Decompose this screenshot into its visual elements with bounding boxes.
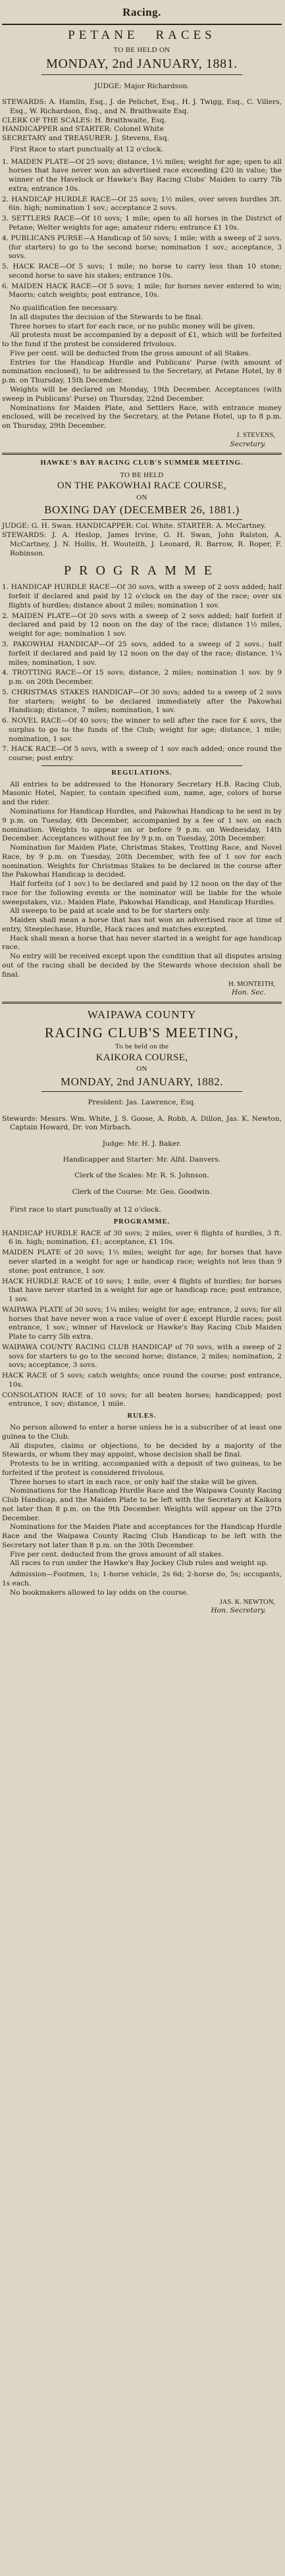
hawkes-bay-course: ON THE PAKOWHAI RACE COURSE, xyxy=(57,480,227,492)
waipawa-race: WAIPAWA PLATE of 30 sovs; 1¼ miles; weight for age; entrance, 2 sovs; for all horses that have never won a race value of over £ except Hurdle races; post entrance, 1 sov.; winner of Havelock or Hawke's Bay Racing Club Maiden Plate to carry 5lb extra. xyxy=(2,1305,282,1341)
waipawa-rule: No person allowed to enter a horse unless he is a subscriber of at least one guinea to the Club. xyxy=(2,1424,282,1441)
waipawa-signature-title: Hon. Secretary. xyxy=(211,1607,266,1615)
petane-start-time: First Race to start punctually at 12 o'clock. xyxy=(10,145,164,153)
petane-secretary-line: SECRETARY and TREASURER: J. Stevens, Esq. xyxy=(2,134,169,143)
hawkes-bay-advertisement xyxy=(2,459,282,998)
waipawa-rule: All races to run under the Hawke's Bay Jockey Club rules and weight up. xyxy=(10,1559,269,1568)
petane-signature-title: Secretary. xyxy=(230,440,266,448)
hawkes-bay-signature: H. MONTEITH, xyxy=(228,980,275,988)
petane-rule: Nominations for Maiden Plate, and Settlers Race, with entrance money enclosed, will be received by the Secretary, at the Petane Hotel, up to 8 p.m. on Thursday, 29th December. xyxy=(2,403,282,430)
waipawa-rule: Five per cent. deducted from the gross amount of all stakes. xyxy=(10,1550,224,1558)
waipawa-course: KAIKORA COURSE, xyxy=(95,1052,188,1063)
waipawa-race: MAIDEN PLATE of 20 sovs; 1½ miles; weight for age; for horses that have never started in a weight for age or handicap race; weights not less than 9 stone; post entrance, 1 sov. xyxy=(2,1249,282,1275)
petane-race: 2. HANDICAP HURDLE RACE—Of 25 sovs; 1½ miles, over seven hurdles 3ft. 6in. high; nomination 1 sov.; acceptance 2 sovs. xyxy=(2,195,282,213)
hawkes-bay-race: 3. PAKOWHAI HANDICAP—Of 25 sovs, added to a sweep of 2 sovs.; half forfeit if declared and paid by 12 noon on the day of the race; distance, 1¼ miles; nomination, 1 sov. xyxy=(2,640,282,667)
petane-rule: Five per cent. will be deducted from the gross amount of all Stakes. xyxy=(10,349,251,357)
waipawa-rule: Nominations for the Maiden Plate and acceptances for the Handicap Hurdle Race and the Waipawa County Racing Club Handicap to be left with the Secretary not later than 8 p.m. on the 30th December. xyxy=(2,1523,282,1549)
hawkes-bay-regulation: Nomination for Maiden Plate, Christmas Stakes, Trotting Race, and Novel Race, by 9 p.m. on Tuesday, 20th December, with fee of 1 sov for each nomination. Weights for Christmas Stakes to be declared in the course after the Pakowhai Handicap is decided. xyxy=(2,844,282,879)
waipawa-handicapper: Handicapper and Starter: Mr. Alfd. Danvers. xyxy=(63,1156,221,1164)
waipawa-advertisement xyxy=(2,1008,282,1616)
divider xyxy=(2,24,282,25)
waipawa-admission: Admission—Footmen, 1s; 1-horse vehicle, 2s 6d; 2-horse do, 5s; occupants, 1s each. xyxy=(2,1570,282,1588)
petane-rule: All protests must be accompanied by a deposit of £1, which will be forfeited to the fund if the protest be considered frivolous. xyxy=(2,331,282,349)
divider xyxy=(2,453,282,455)
petane-handicapper: HANDICAPPER and STARTER: Colonel White xyxy=(2,125,164,134)
hawkes-bay-regulations-title: REGULATIONS. xyxy=(111,769,172,777)
petane-clerk: CLERK OF THE SCALES: H. Braithwaite, Esq. xyxy=(2,116,167,124)
hawkes-bay-date: BOXING DAY (DECEMBER 26, 1881.) xyxy=(44,503,240,517)
hawkes-bay-regulation: Half forfeits (of 1 sov.) to be declared and paid by 12 noon on the day of the race for the following events or the nominator will be liable for the whole sweepstakes, viz.: Maiden Plate, Pakowhai Handicap, and Handicap Hurdles. xyxy=(2,880,282,906)
waipawa-rule: Nominations for the Handicap Hurdle Race and the Waipawa County Racing Club Handicap, and the Maiden Plate to be left with the Secretary at Kaikora not later than 8 p.m. on the 9th December. Weights will appear on the 27th December. xyxy=(2,1487,282,1522)
hawkes-bay-regulation: All sweeps to be paid at scale and to be for starters only. xyxy=(10,907,211,915)
waipawa-title-2: RACING CLUB'S MEETING, xyxy=(44,1025,240,1041)
hawkes-bay-race: 6. NOVEL RACE—Of 40 sovs; the winner to sell after the race for £ sovs, the surplus to go to the funds of the Club; weight for age; distance, 1 mile; nomination, 1 sov. xyxy=(2,717,282,743)
waipawa-race: HACK HURDLE RACE of 10 sovs; 1 mile, over 4 flights of hurdles; for horses that have never started in a weight for age or handicap race; post entrance, 1 sov. xyxy=(2,1277,282,1304)
waipawa-rule: All disputes, claims or objections, to be decided by a majority of the Stewards, or whom they may appoint, whose decision shall be final. xyxy=(2,1441,282,1459)
hawkes-bay-stewards: STEWARDS: J. A. Heslop, James Irvine, G. H. Swan, John Ralston, A. McCartney, J. N. Hollis, H. Wouteith, J. Leonard, R. Barrow, R. Roper, F. Robinson. xyxy=(2,531,282,557)
waipawa-start-time: First race to start punctually at 12 o'clock. xyxy=(10,1206,161,1214)
petane-race: 1. MAIDEN PLATE—Of 25 sovs; distance, 1½ miles; weight for age; open to all horses that have never won an advertised race exceeding £20 in value; the winner of the Havelock or Hawke's Bay Racing Clubs' Maiden to carry 7lb extra; entrance 10s. xyxy=(2,157,282,193)
petane-date: MONDAY, 2nd JANUARY, 1881. xyxy=(46,57,238,72)
petane-rule: Three horses to start for each race, or no public money will be given. xyxy=(10,322,255,330)
petane-signature: J. STEVENS, xyxy=(236,431,275,439)
waipawa-booths: No bookmakers allowed to lay odds on the course. xyxy=(10,1588,189,1597)
hawkes-bay-race: 5. CHRISTMAS STAKES HANDICAP—Of 30 sovs; added to a sweep of 2 sovs for starters; weight to be declared immediately after the Pakowhai Handicap; distance, 7 miles; nomination, 1 sov. xyxy=(2,688,282,715)
section-title: Racing. xyxy=(122,6,161,18)
waipawa-race: HANDICAP HURDLE RACE of 30 sovs; 2 miles, over 6 flights of hurdles, 3 ft. 6 in. high; nomination, £1; acceptance, £1 10s. xyxy=(2,1229,282,1247)
hawkes-bay-signature-title: Hon. Sec. xyxy=(231,989,266,997)
petane-stewards: STEWARDS: A. Hamlin, Esq., J. de Pelichet, Esq., H. J. Twigg, Esq., C. Villers, Esq., W. Richardson, Esq., and N. Braithwaite Esq. xyxy=(2,98,282,115)
hawkes-bay-held-on: TO BE HELD xyxy=(120,471,164,480)
waipawa-title-1: WAIPAWA COUNTY xyxy=(87,1008,197,1021)
waipawa-president: President: Jas. Lawrence, Esq. xyxy=(88,1098,196,1107)
waipawa-rules-title: RULES. xyxy=(127,1412,157,1420)
hawkes-bay-regulation: Maiden shall mean a horse that has not won an advertised race at time of entry, Steeplechase, Hurdle, Hack races and matches excepted. xyxy=(2,916,282,933)
petane-headline-word-1: PETANE xyxy=(68,28,139,43)
waipawa-judge: Judge: Mr. H. J. Baker. xyxy=(102,1139,182,1148)
waipawa-signature: JAS. K. NEWTON, xyxy=(219,1598,275,1606)
petane-headline xyxy=(2,28,282,44)
petane-advertisement xyxy=(2,28,282,449)
hawkes-bay-programme-title: PROGRAMME xyxy=(64,563,220,579)
hawkes-bay-race: 2. MAIDEN PLATE—Of 20 sovs with a sweep of 2 sovs added; half forfeit if declared and paid by 12 noon on the day of the race; distance 1½ miles, weight for age; nomination 1 sov. xyxy=(2,611,282,638)
petane-headline-word-2: RACES xyxy=(155,28,216,43)
waipawa-held-at: To be held on the xyxy=(115,1043,169,1051)
petane-race: 3. SETTLERS RACE—Of 10 sovs; 1 mile; open to all horses in the District of Petane; Welter weights for age; amateur riders; entrance £1 10s. xyxy=(2,215,282,232)
divider xyxy=(41,1091,242,1092)
petane-rule: Weights will be declared on Monday, 19th December. Acceptances (with sweep in Publicans' Purse) on Thursday, 22nd December. xyxy=(2,386,282,403)
divider xyxy=(41,74,242,75)
waipawa-rule: Three horses to start in each race, or only half the stake will be given. xyxy=(10,1478,259,1486)
petane-rule: Entries for the Handicap Hurdle and Publicans' Purse (with amount of nomination enclosed), to be addressed to the Secretary, at Petane Hotel, by 8 p.m. on Thursday, 15th December. xyxy=(2,358,282,385)
petane-held-on: TO BE HELD ON xyxy=(113,45,170,54)
hawkes-bay-race: 7. HACK RACE—Of 5 sovs, with a sweep of 1 sov each added; once round the course; post entry. xyxy=(2,745,282,763)
waipawa-race: HACK RACE of 5 sovs; catch weights; once round the course; post entrance, 10s. xyxy=(2,1372,282,1389)
hawkes-bay-title: HAWKE'S BAY RACING CLUB'S SUMMER MEETING. xyxy=(40,459,244,467)
petane-rule: No qualification fee necessary. xyxy=(10,304,118,313)
hawkes-bay-on: ON xyxy=(136,493,147,502)
petane-rule: In all disputes the decision of the Stewards to be final. xyxy=(10,313,203,321)
waipawa-race: CONSOLATION RACE of 10 sovs; for all beaten horses; handicapped; post entrance, 1 sov; distance, 1 mile. xyxy=(2,1391,282,1408)
hawkes-bay-regulation: All entries to be addressed to the Honorary Secretary H.B. Racing Club, Masonic Hotel, Napier, to contain specified sum, name, age, colors of horse and the rider. xyxy=(2,780,282,807)
waipawa-rule: Protests to be in writing, accompanied with a deposit of two guineas, to be forfeited if the protest is considered frivolous. xyxy=(2,1460,282,1477)
hawkes-bay-regulation: No entry will be received except upon the condition that all disputes arising out of the racing shall be decided by the Stewards whose decision shall be final. xyxy=(2,952,282,979)
petane-judge: JUDGE: Major Richardson. xyxy=(94,82,190,90)
divider xyxy=(41,765,242,766)
waipawa-on: ON xyxy=(136,1065,147,1073)
divider xyxy=(2,1002,282,1004)
hawkes-bay-race: 1. HANDICAP HURDLE RACE—Of 30 sovs, with a sweep of 2 sovs added; half forfeit if declared and paid by 12 o'clock on the day of the race; over six flights of hurdles; distance about 2 miles; nomination 1 sov. xyxy=(2,583,282,609)
waipawa-date: MONDAY, 2nd JANUARY, 1882. xyxy=(61,1075,223,1088)
divider xyxy=(41,519,242,520)
waipawa-race: WAIPAWA COUNTY RACING CLUB HANDICAP of 70 sovs, with a sweep of 2 sovs for starters to go to the second horse; distance, 2 miles; nomination, 2 sovs; acceptance, 3 sovs. xyxy=(2,1343,282,1370)
waipawa-clerk-scales: Clerk of the Scales: Mr. R. S. Johnson. xyxy=(74,1172,209,1180)
petane-race: 4. PUBLICANS PURSE—A Handicap of 50 sovs; 1 mile; with a sweep of 2 sovs. (for starters) to go to the second horse; nomination 1 sov.; acceptance, 3 sovs. xyxy=(2,234,282,261)
waipawa-programme-title: PROGRAMME. xyxy=(113,1218,170,1225)
hawkes-bay-regulation: Hack shall mean a horse that has never started in a weight for age handicap race. xyxy=(2,934,282,952)
hawkes-bay-regulation: Nominations for Handicap Hurdles, and Pakowhai Handicap to be sent in by 9 p.m. on Tuesday, 6th December, accompanied by a fee of 1 sov. on each nomination. Weights to appear on or before 9 p.m. on Wednesday, 14th December. Acceptances without fee by 9 p.m. on Tuesday, 20th December. xyxy=(2,807,282,843)
hawkes-bay-race: 4. TROTTING RACE—Of 15 sovs; distance, 2 miles; nomination 1 sov. by 9 p.m. on 20th December. xyxy=(2,669,282,686)
waipawa-clerk-course: Clerk of the Course: Mr. Geo. Goodwin. xyxy=(72,1187,212,1196)
petane-race: 5. HACK RACE—Of 5 sovs; 1 mile; no horse to carry less than 10 stone; second horse to save his stakes; entrance 10s. xyxy=(2,263,282,280)
hawkes-bay-officials: JUDGE: G. H. Swan. HANDICAPPER: Col. White. STARTER: A. McCartney. xyxy=(2,522,267,530)
waipawa-stewards: Stewards: Messrs. Wm. White, J. S. Goose, A. Robb, A. Dillon, Jas. K. Newton, Captain Howard, Dr. von Mirbach. xyxy=(2,1114,282,1132)
petane-race: 6. MAIDEN HACK RACE—Of 5 sovs; 1 mile; for horses never entered to win; Maoris; catch weights; post entrance, 10s. xyxy=(2,282,282,299)
